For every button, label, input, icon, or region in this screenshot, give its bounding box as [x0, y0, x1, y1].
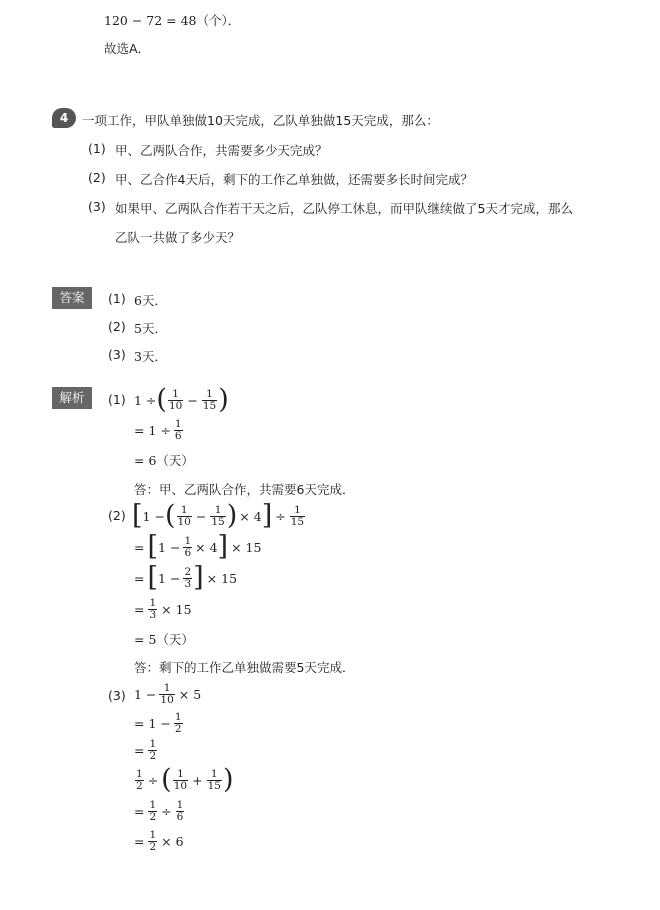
analysis-2-label: (2) — [108, 508, 126, 523]
fraction: $\frac{1}{10}$ — [173, 767, 188, 792]
part2-label: (2) — [88, 170, 106, 185]
equals: = — [134, 833, 145, 849]
answer-tag: 答案 — [52, 287, 92, 309]
analysis-2-line2 — [134, 533, 261, 561]
part3-text-line1: 如果甲、乙两队合作若干天之后，乙队停工休息，而甲队继续做了5天才完成，那么 — [115, 201, 573, 216]
expr-text: 1 − — [134, 686, 157, 702]
fraction: $\frac{1}{2}$ — [149, 828, 157, 853]
fraction: $\frac{1}{10}$ — [168, 387, 183, 412]
fraction: $\frac{1}{10}$ — [177, 503, 191, 528]
operator: ÷ — [161, 803, 172, 819]
analysis-1-line1 — [134, 383, 229, 417]
analysis-2-conclusion: 答：剩下的工作乙单独做需要5天完成． — [134, 660, 355, 675]
left-paren: ( — [161, 764, 172, 795]
analysis-tag: 解析 — [52, 387, 92, 409]
question-stem: 一项工作，甲队单独做10天完成，乙队单独做15天完成，那么： — [82, 113, 439, 128]
operator: ÷ — [275, 508, 286, 524]
fraction: $\frac{1}{2}$ — [149, 798, 157, 823]
fraction: $\frac{2}{3}$ — [184, 565, 192, 590]
analysis-2-line4 — [134, 596, 192, 622]
expr-text: × 15 — [206, 570, 238, 586]
fraction: $\frac{1}{6}$ — [174, 417, 182, 442]
expr-text: 1 − — [158, 539, 181, 555]
expr-text: 1 − — [158, 570, 181, 586]
expr-text: × 4 — [195, 539, 218, 555]
expr-text: 1 − — [142, 508, 165, 524]
analysis-2-line5: = 5（天） — [134, 632, 194, 647]
analysis-2-line1 — [132, 499, 306, 533]
fraction: $\frac{1}{2}$ — [136, 767, 143, 792]
question-number-badge: 4 — [52, 108, 76, 128]
expr-text: × 6 — [161, 833, 184, 849]
part2-text: 甲、乙合作4天后，剩下的工作乙单独做，还需要多长时间完成？ — [115, 172, 473, 187]
analysis-3-line3 — [134, 737, 158, 763]
fraction: $\frac{1}{6}$ — [184, 534, 192, 559]
equals: = — [134, 742, 145, 758]
answer-1-label: (1) — [108, 291, 126, 306]
analysis-1-conclusion: 答：甲、乙两队合作，共需要6天完成． — [134, 482, 355, 497]
right-paren: ) — [226, 500, 238, 531]
analysis-3-line6 — [134, 828, 184, 854]
fraction: $\frac{1}{15}$ — [290, 503, 305, 528]
analysis-3-line2 — [134, 710, 184, 736]
analysis-3-label: (3) — [108, 688, 126, 703]
left-bracket: [ — [147, 562, 159, 593]
expr-text: × 5 — [178, 686, 202, 702]
equals: = — [134, 803, 145, 819]
expr-text: = 1 ÷ — [134, 422, 171, 438]
analysis-2-line3 — [134, 564, 237, 592]
fraction: $\frac{1}{3}$ — [149, 596, 157, 621]
fraction: $\frac{1}{15}$ — [211, 503, 225, 528]
operator: + — [192, 772, 203, 788]
right-bracket: ] — [193, 562, 204, 593]
fraction: $\frac{1}{15}$ — [202, 387, 217, 412]
answer-3-label: (3) — [108, 347, 126, 362]
analysis-1-line2 — [134, 417, 184, 443]
previous-choice: 故选A． — [104, 41, 151, 56]
equals: = — [134, 601, 145, 617]
fraction: $\frac{1}{15}$ — [207, 767, 221, 792]
part3-label: (3) — [88, 199, 106, 214]
expr-text: 1 ÷ — [134, 392, 157, 408]
answer-2-text: 5天． — [134, 321, 167, 336]
right-bracket: ] — [261, 500, 273, 531]
left-bracket: [ — [147, 531, 159, 562]
analysis-3-line1 — [134, 680, 201, 708]
expr-text: × 15 — [231, 539, 262, 555]
equals: = — [134, 539, 145, 555]
expr-text: = 1 − — [134, 715, 171, 731]
operator: − — [195, 508, 207, 524]
equals: = — [134, 570, 145, 586]
fraction: $\frac{1}{2}$ — [149, 737, 157, 762]
fraction: $\frac{1}{6}$ — [176, 798, 184, 823]
fraction: $\frac{1}{10}$ — [160, 681, 174, 706]
analysis-1-line3: = 6（天） — [134, 453, 194, 468]
part1-text: 甲、乙两队合作，共需要多少天完成？ — [115, 143, 328, 158]
operator: ÷ — [147, 772, 159, 788]
left-bracket: [ — [132, 500, 143, 531]
expr-text: × 4 — [239, 508, 262, 524]
answer-3-text: 3天． — [134, 349, 167, 364]
part3-text-line2: 乙队一共做了多少天？ — [115, 230, 241, 245]
answer-2-label: (2) — [108, 319, 126, 334]
right-paren: ) — [222, 764, 234, 795]
expr-text: × 15 — [161, 601, 192, 617]
previous-equation: 120 − 72 = 48（个）． — [104, 13, 241, 28]
analysis-1-label: (1) — [108, 392, 126, 407]
left-paren: ( — [164, 500, 176, 531]
part1-label: (1) — [88, 141, 106, 156]
analysis-3-line5 — [134, 798, 185, 824]
right-bracket: ] — [217, 531, 229, 562]
answer-1-text: 6天． — [134, 293, 167, 308]
right-paren: ) — [218, 384, 229, 415]
fraction: $\frac{1}{2}$ — [174, 710, 182, 735]
analysis-3-line4 — [134, 764, 234, 796]
operator: − — [187, 392, 198, 408]
left-paren: ( — [156, 384, 167, 415]
